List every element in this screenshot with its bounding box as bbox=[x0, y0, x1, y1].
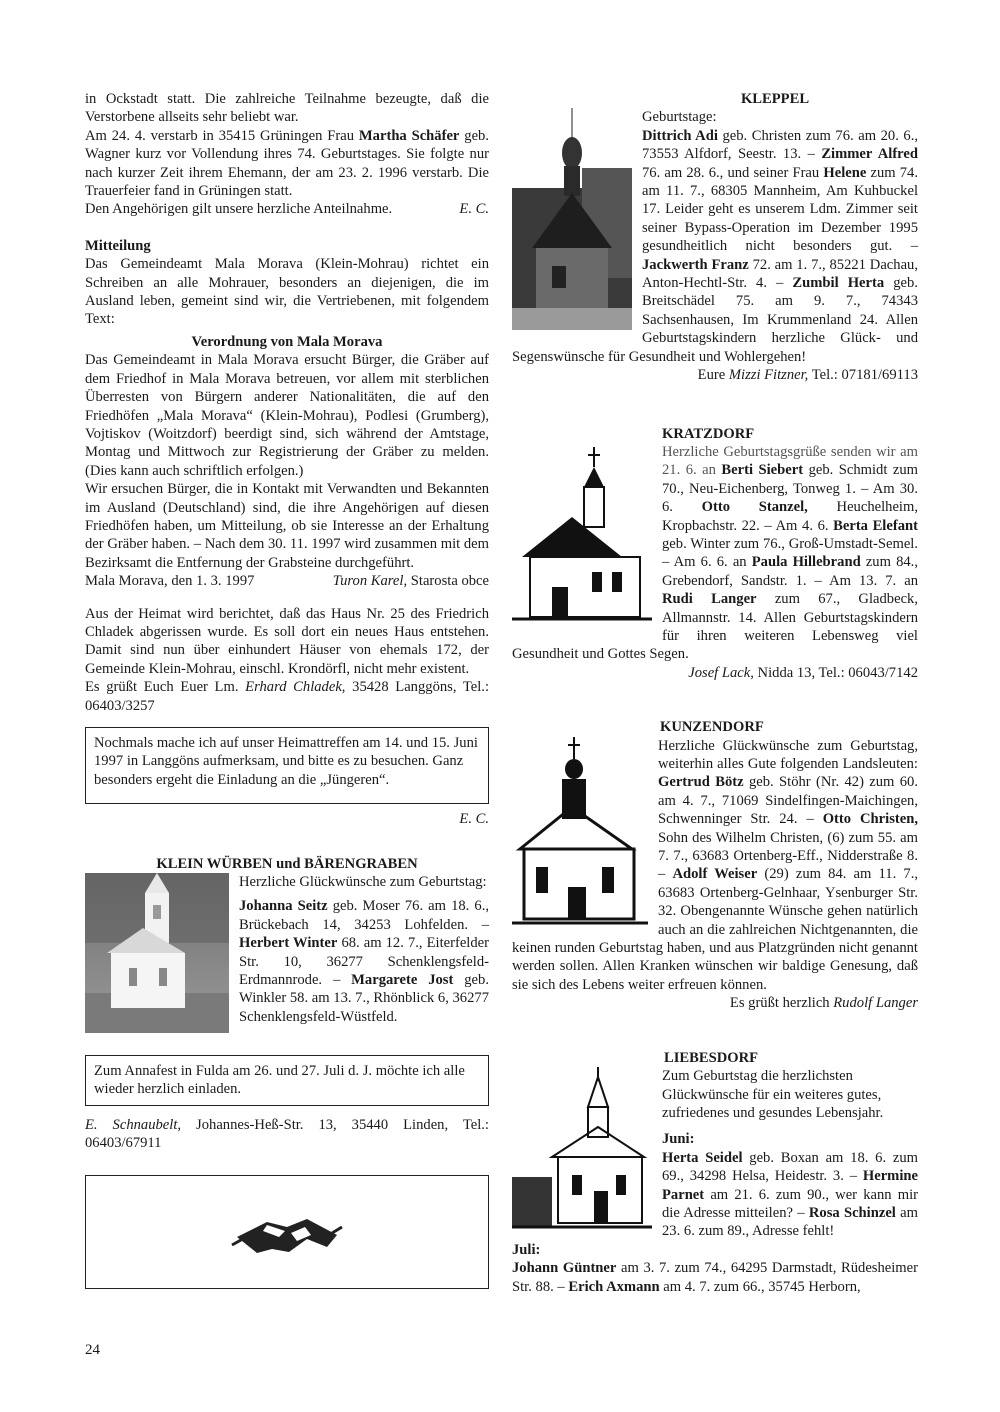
month-heading-juli: Juli: bbox=[512, 1241, 541, 1258]
paragraph-verordnung-2: Wir ersuchen Bürger, die in Kontakt mit Verwandten und Bekannten im Ausland (Deutschland) sind, die ihre Angehörigen auf diesen Friedhöfen haben, um Mitteilung, ob sie Interesse an der Erhaltung der Gräber haben. – Nach dem 30. 11. 1997 wird zusammen mit dem Bezirksamt die Entfernung der Grabsteine durchgeführt. bbox=[85, 481, 489, 571]
paragraph-ockstadt: in Ockstadt statt. Die zahlreiche Teilnahme bezeugte, daß die Verstorbene allseits sehr beliebt war. bbox=[85, 91, 489, 126]
condolence-line: Den Angehörigen gilt unsere herzliche Anteilnahme. E. C. bbox=[85, 201, 489, 218]
chapel-photo bbox=[85, 873, 229, 1033]
paragraph-verordnung-1: Das Gemeindeamt in Mala Morava ersucht Bürger, die Gräber auf dem Friedhof in Mala Morava betreuen, vor allem mit sterblichen Überresten von Bürgern anderer Nationalitäten, die auf den Friedhöfen „Mala Morava“ (Klein-Mohrau), Podlesi (Grumberg), Vojtiskov (Woitzdorf) beerdigt sind, sich während der Amtstage, Montag und Mittwoch zur Registrierung der Gräber zu melden. (Dies kann auch schriftlich erfolgen.) bbox=[85, 352, 489, 479]
left-column bbox=[85, 90, 489, 1289]
signature-line: Mala Morava, den 1. 3. 1997 Turon Karel, Starosta obce bbox=[85, 573, 489, 590]
wooden-chapel-photo bbox=[512, 108, 632, 330]
birthday-list-juli: Johann Güntner am 3. 7. zum 74., 64295 Darmstadt, Rüdesheimer Str. 88. – Erich Axmann am 4. 7. zum 66., 35745 Herborn, bbox=[512, 1260, 918, 1295]
page-number: 24 bbox=[85, 1342, 100, 1358]
paragraph-schaefer: Am 24. 4. verstarb in 35415 Grüningen Frau Martha Schäfer geb. Wagner kurz vor Vollendung ihres 74. Geburtstages. Sie folgte nur nach kurzer Zeit ihrem Ehemann, der am 23. 2. 1996 verstarb. Die Trauerfeier fand in Grüningen statt. bbox=[85, 127, 489, 200]
heading-mitteilung: Mitteilung bbox=[85, 237, 151, 254]
author-initials: E. C. bbox=[459, 201, 489, 218]
signature-lack: Josef Lack, Nidda 13, Tel.: 06043/7142 bbox=[688, 664, 918, 681]
paragraph-heimat: Aus der Heimat wird berichtet, daß das Haus Nr. 25 des Friedrich Chladek abgerissen wurde. Es soll dort ein neues Haus entstehen. Damit sind nun über einhundert Häuser von ehemals 172, der Gemeinde Klein-Mohrau, einschl. Krondörfl, nicht mehr existent. bbox=[85, 605, 489, 677]
church-drawing-kratzdorf bbox=[512, 447, 652, 627]
heading-liebesdorf: LIEBESDORF bbox=[664, 1049, 759, 1066]
person-name: Martha Schäfer bbox=[358, 127, 460, 144]
heading-klein-wuerben: KLEIN WÜRBEN und BÄRENGRABEN bbox=[156, 855, 418, 872]
author-initials: E. C. bbox=[459, 811, 489, 828]
signature-fitzner: Eure Mizzi Fitzner, Tel.: 07181/69113 bbox=[697, 367, 918, 384]
paragraph-mitteilung: Das Gemeindeamt Mala Morava (Klein-Mohrau) richtet ein Schreiben an alle Mohrauer, besonders an diejenigen, die im Ausland leben, gemeint sind wir, die Vertriebenen, mit folgendem Text: bbox=[85, 256, 489, 328]
birthday-intro-kw: Herzliche Glückwünsche zum Geburtstag: bbox=[239, 874, 487, 891]
birthday-list-kw: Johanna Seitz geb. Moser 76. am 18. 6., Brückebach 14, 34253 Lohfelden. – Herbert Winter 68. am 12. 7., Eiterfelder Str. 10, 36277 Schenklengsfeld-Erdmannrode. – Margarete Jost geb. Winkler 58. am 13. 7., Rhönblick 6, 36277 Schenklengsfeld-Wüstfeld. bbox=[239, 898, 489, 1025]
handshake-box bbox=[85, 1175, 489, 1289]
birthday-list-kratzdorf: Herzliche Geburtstagsgrüße senden wir am 21. 6. an Berti Siebert geb. Schmidt zum 70., Neu-Eichenberg, Tonweg 1. – Am 30. 6. Otto Stanzel, Heuchelheim, Kropbachstr. 22. – Am 4. 6. Berta Elefant geb. Winter zum 76., Groß-Umstadt-Semel. – Am 6. 6. an Paula Hillebrand zum 84., Grebendorf, Sandstr. 1. – Am 13. 7. an Rudi Langer zum 67., Gladbeck, Allmannstr. 14. Allen Geburtstagskindern für ihren weiteren Lebensweg viel Gesundheit und Gottes Segen. bbox=[512, 443, 919, 663]
church-drawing-liebesdorf bbox=[512, 1067, 652, 1237]
handshake-icon bbox=[227, 1197, 347, 1267]
birthday-intro-liebesdorf: Zum Geburtstag die herzlichsten Glückwünsche für ein weiteres gutes, zufriedenes und gesundes Lebensjahr. bbox=[662, 1068, 884, 1121]
heading-kratzdorf: KRATZDORF bbox=[662, 425, 755, 442]
heading-verordnung: Verordnung von Mala Morava bbox=[191, 333, 383, 350]
right-column: KLEPPEL Geburtstage: Dittrich Adi geb. Christen zum 76. am 20. 6., 73553 Alfdorf, Seestr. 13. – Zimmer Alfred 76. am 28. 6., und seiner Frau Helene zum 74. am 11. 7., 68305 Mannheim, Am Kuhbuckel 17. Leider geht es unserem Ldm. Zimmer seit seiner Bypass-Operation im Dezember 1995 gesundheitlich nicht besonders gut. – Jackwerth Franz 72. am 1. 7., 85221 Dachau, Anton-Hechtl-Str. 4. – Zumbil Herta geb. Breitschädel 75. am 9. 7., 74343 Sachsenhausen, Im Krummenland 24. Allen Geburtstagskindern herzliche Glück- und Segenswünsche für Gesundheit und Wohlergehen! Eure Mizzi Fitzner, Tel.: 07181/69113 KRATZDORF Herzliche Geburtstagsgrüße senden wir am 21. 6. an Berti Siebert geb. Schmidt zum 70., Neu-Eichenberg, Tonweg 1. – Am 30. 6. Otto Stanzel, Heuchelheim, Kropbachstr. 22. – Am 4. 6. Berta Elefant geb. Winter zum 76., Groß-Umstadt-Semel. – Am 6. 6. an Paula Hillebrand zum 84., Grebendorf, Sandstr. 1. – Am 13. 7. an Rudi Langer zum 67., Gladbeck, Allmannstr. 14. Allen Geburtstagskindern für ihren weiteren Lebensweg viel Gesundheit und Gottes Segen. Josef Lack, Nidda 13, Tel.: 06043/7142 KUNZENDORF Herzliche Glückwünsche zum Geburtstag, weiterhin alles Gute folgenden Landsleuten: Gertrud Bötz geb. Stöhr (Nr. 42) zum 60. am 4. 7., 71069 Sindelfingen-Maichingen, Schwenninger Str. 24. – Otto Christen, Sohn des Wilhelm Christen, (6) zum 55. am 7. 7., 63683 Ortenberg-Eff., Nidderstraße 8. – Adolf Weiser (29) zum 84. am 11. 7., 63683 Ortenberg-Gelnhaar, Ysenburger Str. 32. Obengenannte Wünsche gehen natürlich auch an die zahlreichen Nichtgenannten, die keinen runden Geburtstag haben, und aus Platzgründen nicht genannt werden sollen. Allen Kranken wünschen wir baldige Genesung, daß sie sich des Lebens weiter erfreuen können. Es grüßt herzlich Rudolf Langer LIEBESDORF Zum Geburtstag die herzlichsten Glückwünsche für ein weiteres gutes, zufriedenes und gesundes Lebensjahr. Juni: Herta Seidel geb. Boxan am 18. 6. zum 69., 34298 Helsa, Heidestr. 3. – Hermine Parnet am 21. 6. zum 90., wer kann mir die Adresse mitteilen? – Rosa Schinzel am 23. 6. zum 89., Adresse fehlt! Juli: Johann Güntner am 3. 7. zum 74., 64295 Darmstadt, Rüdesheimer Str. 88. – Erich Axmann am 4. 7. zum 66., 35745 Herborn, bbox=[512, 91, 919, 1295]
notice-box-annafest: Zum Annafest in Fulda am 26. und 27. Juli d. J. möchte ich alle wieder herzlich einladen. bbox=[85, 1055, 489, 1106]
birthday-list-juni: Herta Seidel geb. Boxan am 18. 6. zum 69., 34298 Helsa, Heidestr. 3. – Hermine Parnet am 21. 6. zum 90., wer kann mir die Adresse mitteilen? – Rosa Schinzel am 23. 6. zum 89., Adresse fehlt! bbox=[662, 1149, 918, 1240]
church-drawing-kunzendorf bbox=[512, 737, 648, 927]
heading-kunzendorf: KUNZENDORF bbox=[660, 719, 764, 736]
greeting-chladek: Es grüßt Euch Euer Lm. Erhard Chladek, 35428 Langgöns, Tel.: 06403/3257 bbox=[85, 679, 490, 714]
notice-box-heimattreffen: Nochmals mache ich auf unser Heimattreffen am 14. und 15. Juni 1997 in Langgöns aufmerksam, und bitte es zu besuchen. Ganz besonders ergeht die Einladung an die „Jüngeren“. bbox=[85, 727, 489, 804]
heading-kleppel: KLEPPEL bbox=[740, 91, 810, 107]
signature-langer: Es grüßt herzlich Rudolf Langer bbox=[729, 995, 918, 1012]
birthday-list-kunzendorf: Herzliche Glückwünsche zum Geburtstag, weiterhin alles Gute folgenden Landsleuten: Gertrud Bötz geb. Stöhr (Nr. 42) zum 60. am 4. 7., 71069 Sindelfingen-Maichingen, Schwenninger Str. 24. – Otto Christen, Sohn des Wilhelm Christen, (6) zum 55. am 7. 7., 63683 Ortenberg-Eff., Nidderstraße 8. – Adolf Weiser (29) zum 84. am 11. 7., 63683 Ortenberg-Gelnhaar, Ysenburger Str. 32. Obengenannte Wünsche gehen natürlich auch an die zahlreichen Nichtgenannten, die keinen runden Geburtstag haben, und aus Platzgründen nicht genannt werden sollen. Allen Kranken wünschen wir baldige Genesung, daß sie sich des Lebens weiter erfreuen können. bbox=[512, 737, 918, 993]
month-heading-juni: Juni: bbox=[662, 1131, 695, 1148]
signature-schnaubelt: E. Schnaubelt, Johannes-Heß-Str. 13, 35440 Linden, Tel.: 06403/67911 bbox=[85, 1116, 489, 1152]
birthday-list-kleppel: Dittrich Adi geb. Christen zum 76. am 20. 6., 73553 Alfdorf, Seestr. 13. – Zimmer Alfred 76. am 28. 6., und seiner Frau Helene zum 74. am 11. 7., 68305 Mannheim, Am Kuhbuckel 17. Leider geht es unserem Ldm. Zimmer seit seiner Bypass-Operation im Dezember 1995 gesundheitlich nicht besonders gut. – Jackwerth Franz 72. am 1. 7., 85221 Dachau, Anton-Hechtl-Str. 4. – Zumbil Herta geb. Breitschädel 75. am 9. 7., 74343 Sachsenhausen, Im Krummenland 24. Allen Geburtstagskindern herzliche Glück- und Segenswünsche für Gesundheit und Wohlergehen! bbox=[512, 127, 918, 365]
